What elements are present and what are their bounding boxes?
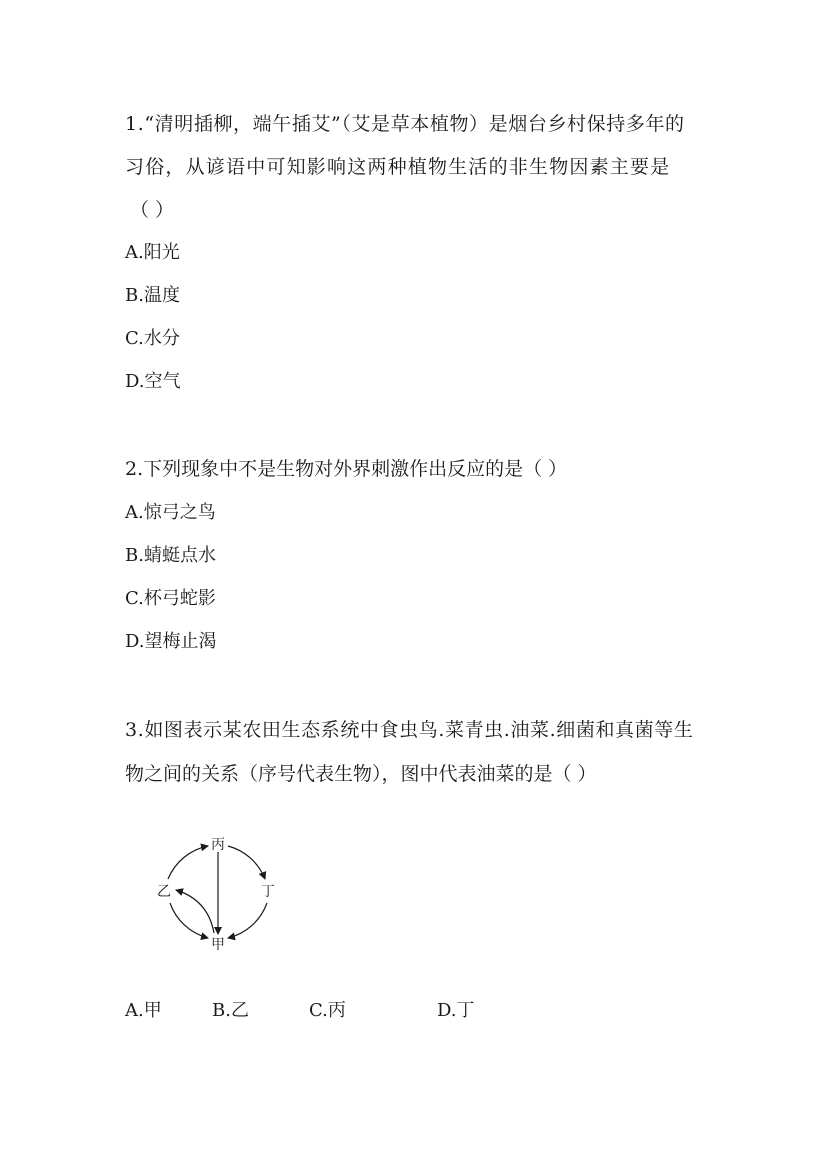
question-2-option-c: C.杯弓蛇影	[125, 588, 216, 609]
question-1-stem-line-1: 1.“清明插柳，端午插艾”（艾是草本植物）是烟台乡村保持多年的	[125, 113, 685, 135]
question-3-stem-line-1: 3.如图表示某农田生态系统中食虫鸟.菜青虫.油菜.细菌和真菌等生	[125, 719, 694, 741]
question-2-option-a: A.惊弓之鸟	[125, 502, 216, 523]
node-jia: 甲	[211, 937, 225, 953]
node-ding: 丁	[261, 884, 275, 900]
question-3-option-d: D.丁	[437, 1000, 475, 1021]
question-3-option-a: A.甲	[125, 1000, 162, 1021]
question-2-stem-line-1: 2.下列现象中不是生物对外界刺激作出反应的是（ ）	[125, 458, 568, 480]
arrow-yi-to-bing	[168, 846, 208, 879]
question-1-option-d: D.空气	[125, 371, 181, 392]
food-web-diagram	[148, 830, 288, 955]
question-3-option-b: B.乙	[212, 1000, 249, 1021]
question-1-option-c: C.水分	[125, 328, 180, 349]
question-1-stem-line-2: 习俗，从谚语中可知影响这两种植物生活的非生物因素主要是	[125, 156, 671, 178]
question-2-option-d: D.望梅止渴	[125, 631, 217, 652]
node-yi: 乙	[157, 884, 171, 900]
arrow-ding-to-jia	[228, 903, 267, 938]
question-1-stem-line-3: （ ）	[130, 199, 175, 221]
question-1-option-a: A.阳光	[125, 242, 180, 263]
question-3-stem-line-2: 物之间的关系（序号代表生物），图中代表油菜的是（ ）	[125, 763, 597, 785]
question-3-option-c: C.丙	[309, 1000, 346, 1021]
arrow-bing-to-ding	[228, 846, 265, 879]
arrow-jia-to-yi	[176, 890, 214, 933]
question-1-option-b: B.温度	[125, 285, 180, 306]
question-2-option-b: B.蜻蜓点水	[125, 545, 216, 566]
node-bing: 丙	[211, 837, 225, 853]
arrow-yi-to-jia	[170, 903, 208, 938]
